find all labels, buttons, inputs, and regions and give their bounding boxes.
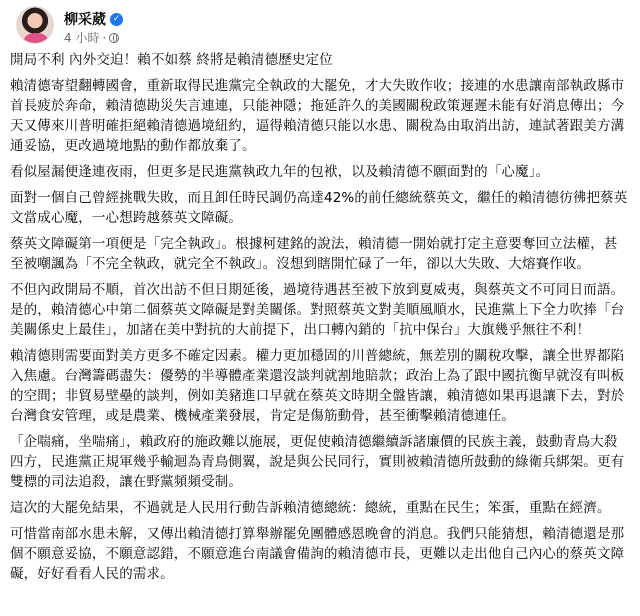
post-paragraph: 蔡英文障礙第一項便是「完全執政」。根據柯建銘的說法，賴清德一開始就打定主意要奪回立法權，甚至被嘲諷為「不完全執政，就完全不執政」。沒想到瞎開忙碌了一年，卻以大失敗、大熔賽作收。: [10, 236, 618, 272]
post-paragraph: 面對一個自己曾經挑戰失敗，而且卸任時民調仍高達42%的前任總統蔡英文，繼任的賴清德彷彿把蔡英文當成心魔，一心想跨越蔡英文障礙。: [10, 190, 628, 226]
post-paragraph: 「企喘痛，坐喘痛」，賴政府的施政難以施展，更促使賴清德繼續訴諸廉價的民族主義，鼓動青鳥大殺四方，民進黨正規軍幾乎輸迴為青鳥側翼，說是與公民同行，實則被賴清德所鼓動的綠衛兵綁架。更有雙標的司法追殺，讓在野黨頻頻受制。: [10, 434, 625, 490]
post-paragraph: 不但內政開局不順，首次出訪不但日期延後，過境待遇甚至被下放到夏威夷，與蔡英文不可同日而語。是的，賴清德心中第二個蔡英文障礙是對美關係。對照蔡英文對美順風順水，民進黨上下全力吹捧「台美關係史上最佳」，加諸在美中對抗的大前提下，出口轉內銷的「抗中保台」大旗幾乎無往不利！: [10, 282, 625, 338]
author-line: [64, 9, 123, 29]
verified-badge-icon: ✓: [110, 13, 123, 26]
post-paragraph: 看似屋漏便逢連夜雨，但更多是民進黨執政九年的包袱，以及賴清德不願面對的「心魔」。: [10, 164, 550, 180]
author-name[interactable]: 柳采葳: [64, 12, 106, 28]
post-paragraph: 賴清德則需要面對美方更多不確定因素。權力更加穩固的川普總統，無差別的關稅攻擊，讓全世界都陷入焦慮。台灣籌碼盡失：優勢的半導體產業還沒談判就割地賠款；政治上為了跟中國抗衡早就沒有叫板的空間；非貿易壁壘的談判，例如美豬進口早就在蔡英文時期全盤皆讓，賴清德如果再退讓下去，對於台灣食安管理，或是農業、機械產業發展，肯定是傷筋動骨，甚至衝擊賴清德連任。: [10, 348, 625, 424]
post-paragraph: 可惜當南部水患未解，又傳出賴清德打算舉辦罷免團體感恩晚會的消息。我們只能猜想，賴清德還是那個不願意妥協，不願意認錯，不願意進台南議會備詢的賴清德市長，更難以走出他自己內心的蔡英文障礙，好好看看人民的需求。: [10, 526, 625, 582]
globe-icon[interactable]: [109, 33, 119, 43]
post-header: [8, 0, 632, 50]
post-body: [8, 50, 632, 584]
post-headline: 開局不利 內外交迫！賴不如蔡 終將是賴清德歷史定位: [10, 52, 333, 68]
post-timestamp[interactable]: 4 小時: [64, 31, 100, 45]
avatar[interactable]: [16, 6, 54, 44]
post-meta: [64, 29, 119, 46]
post-paragraph: 這次的大罷免結果，不過就是人民用行動告訴賴清德總統：總統，重點在民生；笨蛋，重點在經濟。: [10, 500, 611, 516]
post-paragraph: 賴清德寄望翻轉國會，重新取得民進黨完全執政的大罷免，才大失敗作收；接連的水患讓南部執政縣市首長疲於奔命，賴清德勘災失言連連，只能神隱；拖延許久的美國關稅政策遲遲未能有好消息傳出；今天又傳來川普明確拒絕賴清德過境紐約，逼得賴清德只能以水患、關稅為由取消出訪，連試著跟美方溝通妥協，更改過境地點的動作都放棄了。: [10, 78, 625, 154]
meta-separator: ·: [102, 30, 107, 45]
